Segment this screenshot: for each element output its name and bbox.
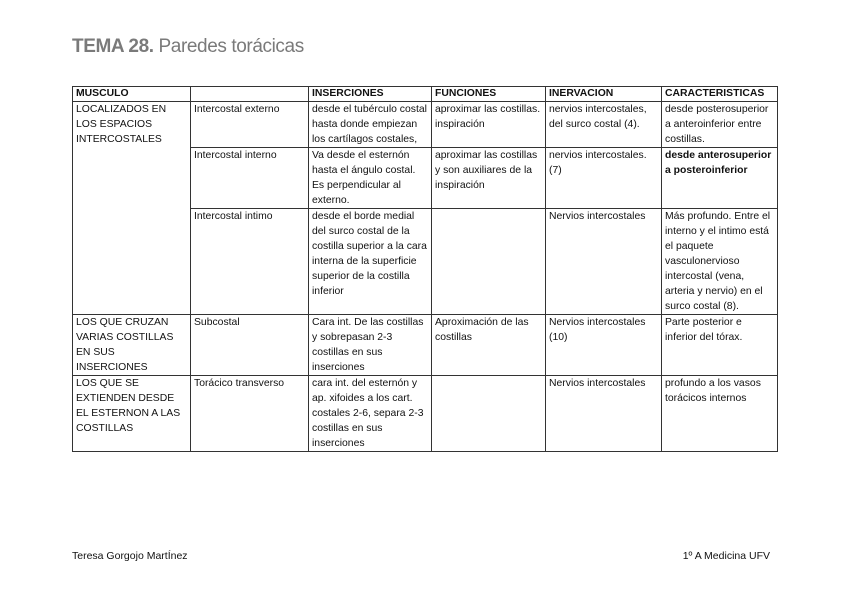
footer-author: Teresa Gorgojo MartÍnez: [72, 550, 188, 562]
inserciones-cell: desde el tubérculo costal hasta donde empiezan los cartílagos costales,: [309, 102, 432, 148]
caracteristicas-cell: profundo a los vasos torácicos internos: [662, 376, 778, 452]
caracteristicas-cell: Más profundo. Entre el interno y el intimo está el paquete vasculonervioso intercostal (vena, arteria y nervio) en el surco costal (8).: [662, 209, 778, 315]
funciones-cell: [432, 209, 546, 315]
funciones-cell: aproximar las costillas. inspiración: [432, 102, 546, 148]
caracteristicas-cell: Parte posterior e inferior del tórax.: [662, 315, 778, 376]
muscle-name: Intercostal intimo: [191, 209, 309, 315]
group-label: LOS QUE SE EXTIENDEN DESDE EL ESTERNON A LAS COSTILLAS: [73, 376, 191, 452]
header-funciones: FUNCIONES: [432, 87, 546, 102]
inervacion-cell: Nervios intercostales (10): [546, 315, 662, 376]
header-caracteristicas: CARACTERISTICAS: [662, 87, 778, 102]
muscle-table: [72, 86, 778, 452]
table-row: [73, 315, 778, 376]
header-inervacion: INERVACION: [546, 87, 662, 102]
muscle-name: Torácico transverso: [191, 376, 309, 452]
page-title-number: TEMA 28.: [72, 36, 154, 57]
table-header-row: [73, 87, 778, 102]
table-row: [73, 102, 778, 148]
inserciones-cell: Cara int. De las costillas y sobrepasan 2-3 costillas en sus inserciones: [309, 315, 432, 376]
group-label: LOCALIZADOS EN LOS ESPACIOS INTERCOSTALES: [73, 102, 191, 315]
footer-course: 1º A Medicina UFV: [682, 550, 770, 562]
header-inserciones: INSERCIONES: [309, 87, 432, 102]
inervacion-cell: Nervios intercostales: [546, 209, 662, 315]
caracteristicas-cell: desde anterosuperior a posteroinferior: [662, 148, 778, 209]
page-title: [72, 36, 304, 58]
inervacion-cell: nervios intercostales, del surco costal (4).: [546, 102, 662, 148]
inserciones-cell: cara int. del esternón y ap. xifoides a los cart. costales 2-6, separa 2-3 costillas en sus inserciones: [309, 376, 432, 452]
header-blank: [191, 87, 309, 102]
table-row: [73, 376, 778, 452]
funciones-cell: [432, 376, 546, 452]
group-label: LOS QUE CRUZAN VARIAS COSTILLAS EN SUS INSERCIONES: [73, 315, 191, 376]
header-musculo: MUSCULO: [73, 87, 191, 102]
caracteristicas-cell: desde posterosuperior a anteroinferior entre costillas.: [662, 102, 778, 148]
inervacion-cell: Nervios intercostales: [546, 376, 662, 452]
funciones-cell: Aproximación de las costillas: [432, 315, 546, 376]
inervacion-cell: nervios intercostales. (7): [546, 148, 662, 209]
muscle-name: Intercostal interno: [191, 148, 309, 209]
funciones-cell: aproximar las costillas y son auxiliares de la inspiración: [432, 148, 546, 209]
page-title-text: Paredes torácicas: [158, 36, 304, 57]
muscle-name: Subcostal: [191, 315, 309, 376]
inserciones-cell: desde el borde medial del surco costal de la costilla superior a la cara interna de la superficie superior de la costilla inferior: [309, 209, 432, 315]
inserciones-cell: Va desde el esternón hasta el ángulo costal. Es perpendicular al externo.: [309, 148, 432, 209]
muscle-name: Intercostal externo: [191, 102, 309, 148]
